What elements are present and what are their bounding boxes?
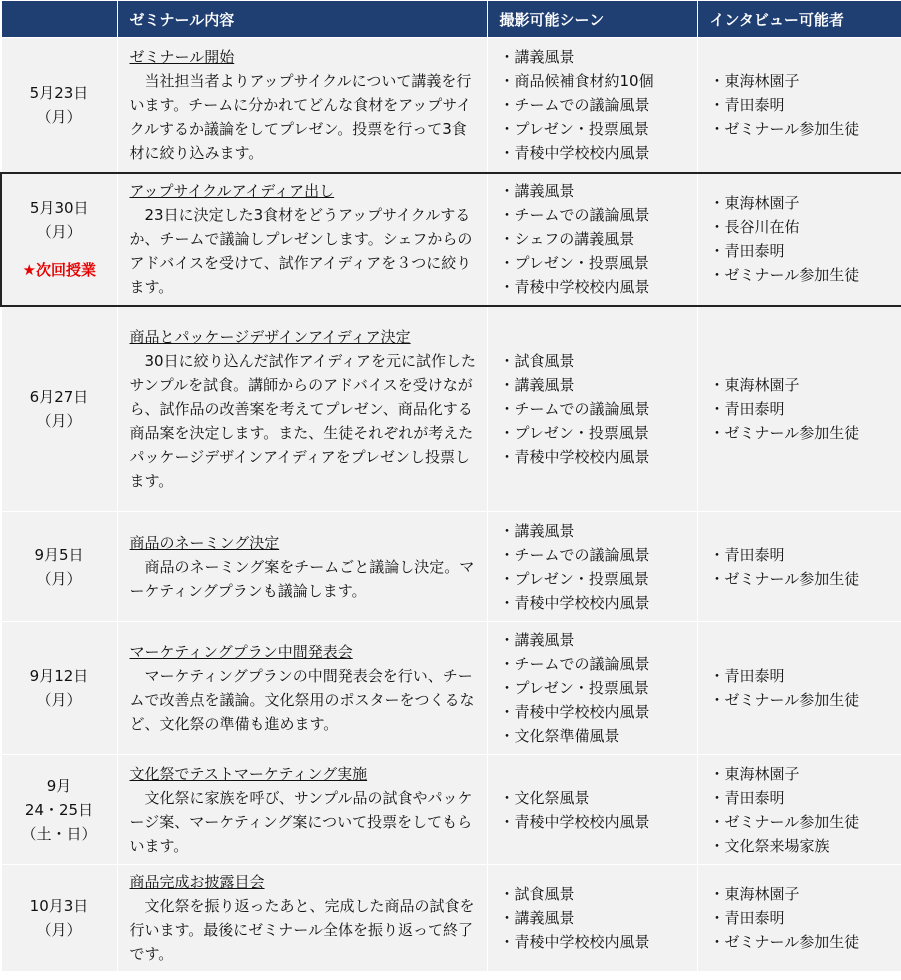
next-class-badge: ★次回授業: [22, 261, 96, 279]
session-description: 商品のネーミング案をチームごと議論し決定。マーケティングプランも議論します。: [129, 557, 475, 600]
list-item: ・青稜中学校校内風景: [499, 812, 650, 831]
weekday-line: （月）: [36, 921, 82, 939]
date-cell: [1, 512, 117, 622]
date-line: 5月23日: [29, 83, 89, 102]
weekday-line: （土・日）: [21, 824, 97, 843]
date-cell: [1, 622, 117, 755]
list-item: ・青田泰明: [709, 909, 785, 927]
content-cell: [117, 512, 487, 622]
session-description: 23日に決定した3食材をどうアップサイクルするか、チームで議論しプレゼンします。シェフからのアドバイスを受けて、試作アイディアを３つに絞ります。: [129, 206, 473, 296]
date-line: 9月: [46, 776, 72, 795]
session-title: 商品完成お披露目会: [129, 873, 265, 891]
table-row-highlighted: [1, 173, 901, 306]
list-item: ・チームでの議論風景: [499, 655, 650, 673]
list-item: ・講義風景: [499, 375, 575, 394]
list-item: ・講義風景: [499, 182, 575, 200]
interview-cell: [697, 38, 901, 173]
scenes-cell: [487, 173, 697, 306]
list-item: ・ゼミナール参加生徒: [709, 691, 860, 709]
weekday-line: （月）: [36, 223, 82, 241]
list-item: ・ゼミナール参加生徒: [709, 119, 860, 138]
list-item: ・プレゼン・投票風景: [499, 423, 649, 442]
content-cell: [117, 306, 487, 512]
content-cell: [117, 38, 487, 173]
list-item: ・ゼミナール参加生徒: [709, 812, 860, 831]
interview-cell: [697, 622, 901, 755]
list-item: ・文化祭来場家族: [709, 836, 830, 855]
session-description: マーケティングプランの中間発表会を行い、チームで改善点を議論。文化祭用のポスターをつくるなど、文化祭の準備も進めます。: [129, 667, 475, 733]
list-item: ・チームでの議論風景: [499, 545, 650, 564]
date-cell: [1, 865, 117, 972]
list-item: ・青田泰明: [709, 95, 785, 114]
list-item: ・東海林園子: [709, 375, 800, 394]
list-item: ・青稜中学校校内風景: [499, 593, 650, 612]
list-item: ・青稜中学校校内風景: [499, 447, 650, 466]
header-date: [1, 1, 117, 38]
scenes-cell: [487, 38, 697, 173]
list-item: ・試食風景: [499, 885, 575, 903]
list-item: ・東海林園子: [709, 194, 800, 212]
list-item: ・青稜中学校校内風景: [499, 143, 650, 162]
interview-cell: [697, 173, 901, 306]
list-item: ・文化祭準備風景: [499, 727, 620, 745]
content-cell: [117, 173, 487, 306]
session-title: 商品とパッケージデザインアイディア決定: [129, 327, 411, 346]
list-item: ・青田泰明: [709, 399, 785, 418]
scenes-cell: [487, 306, 697, 512]
weekday-line: （月）: [36, 411, 82, 430]
list-item: ・青田泰明: [709, 545, 785, 564]
list-item: ・東海林園子: [709, 764, 800, 783]
date-line: 10月3日: [29, 897, 89, 915]
list-item: ・ゼミナール参加生徒: [709, 569, 860, 588]
date-cell: [1, 173, 117, 306]
list-item: ・長谷川在佑: [709, 218, 800, 236]
header-row: [1, 1, 901, 38]
weekday-line: （月）: [36, 107, 82, 126]
list-item: ・文化祭風景: [499, 788, 590, 807]
date-line: 6月27日: [29, 387, 89, 406]
interview-cell: [697, 306, 901, 512]
list-item: ・ゼミナール参加生徒: [709, 266, 860, 284]
session-description: 文化祭に家族を呼び、サンプル品の試食やパッケージ案、マーケティング案について投票をしてもらいます。: [129, 788, 473, 855]
scenes-cell: [487, 865, 697, 972]
list-item: ・講義風景: [499, 47, 575, 66]
list-item: ・青田泰明: [709, 667, 785, 685]
date-line: 5月30日: [29, 199, 89, 217]
table-row: [1, 512, 901, 622]
list-item: ・チームでの議論風景: [499, 206, 650, 224]
list-item: ・プレゼン・投票風景: [499, 569, 649, 588]
list-item: ・東海林園子: [709, 71, 800, 90]
list-item: ・試食風景: [499, 351, 575, 370]
table-row: [1, 306, 901, 512]
session-title: ゼミナール開始: [129, 47, 235, 66]
list-item: ・プレゼン・投票風景: [499, 679, 649, 697]
content-cell: [117, 755, 487, 865]
list-item: ・チームでの議論風景: [499, 95, 650, 114]
list-item: ・東海林園子: [709, 885, 800, 903]
date-line-days: 24・25日: [24, 800, 94, 819]
weekday-line: （月）: [36, 691, 82, 709]
scenes-cell: [487, 512, 697, 622]
header-content: ゼミナール内容: [117, 1, 487, 38]
scenes-cell: [487, 755, 697, 865]
table-row: [1, 622, 901, 755]
list-item: ・青稜中学校校内風景: [499, 933, 650, 951]
content-cell: [117, 865, 487, 972]
list-item: ・プレゼン・投票風景: [499, 254, 649, 272]
date-cell: [1, 755, 117, 865]
weekday-line: （月）: [36, 569, 82, 588]
list-item: ・講義風景: [499, 521, 575, 540]
content-cell: [117, 622, 487, 755]
header-interview: インタビュー可能者: [697, 1, 901, 38]
list-item: ・青田泰明: [709, 242, 785, 260]
session-description: 当社担当者よりアップサイクルについて講義を行います。チームに分かれてどんな食材をアップサイクルするか議論をしてプレゼン。投票を行って3食材に絞り込みます。: [129, 71, 472, 162]
table-row: [1, 865, 901, 972]
session-description: 文化祭を振り返ったあと、完成した商品の試食を行います。最後にゼミナール全体を振り返って終了です。: [129, 897, 475, 963]
list-item: ・講義風景: [499, 631, 575, 649]
list-item: ・講義風景: [499, 909, 575, 927]
list-item: ・チームでの議論風景: [499, 399, 650, 418]
date-line: 9月12日: [29, 667, 89, 685]
date-cell: [1, 306, 117, 512]
interview-cell: [697, 755, 901, 865]
date-line: 9月5日: [34, 545, 84, 564]
interview-cell: [697, 512, 901, 622]
session-title: 商品のネーミング決定: [129, 533, 280, 552]
header-scenes: 撮影可能シーン: [487, 1, 697, 38]
list-item: ・青稜中学校校内風景: [499, 278, 650, 296]
session-description: 30日に絞り込んだ試作アイディアを元に試作したサンプルを試食。講師からのアドバイスを受けながら、試作品の改善案を考えてプレゼン、商品化する商品案を決定します。また、生徒それぞれが考えたパッケージデザインアイディアをプレゼンし投票します。: [129, 351, 477, 490]
list-item: ・シェフの講義風景: [499, 230, 635, 248]
list-item: ・商品候補食材約10個: [499, 71, 654, 90]
interview-cell: [697, 865, 901, 972]
list-item: ・ゼミナール参加生徒: [709, 933, 860, 951]
list-item: ・青稜中学校校内風景: [499, 703, 650, 721]
table-row: [1, 38, 901, 173]
session-title: アップサイクルアイディア出し: [129, 182, 335, 200]
session-title: 文化祭でテストマーケティング実施: [129, 764, 368, 783]
table-row: [1, 755, 901, 865]
date-cell: [1, 38, 117, 173]
list-item: ・ゼミナール参加生徒: [709, 423, 860, 442]
session-title: マーケティングプラン中間発表会: [129, 643, 353, 661]
list-item: ・プレゼン・投票風景: [499, 119, 649, 138]
list-item: ・青田泰明: [709, 788, 785, 807]
scenes-cell: [487, 622, 697, 755]
